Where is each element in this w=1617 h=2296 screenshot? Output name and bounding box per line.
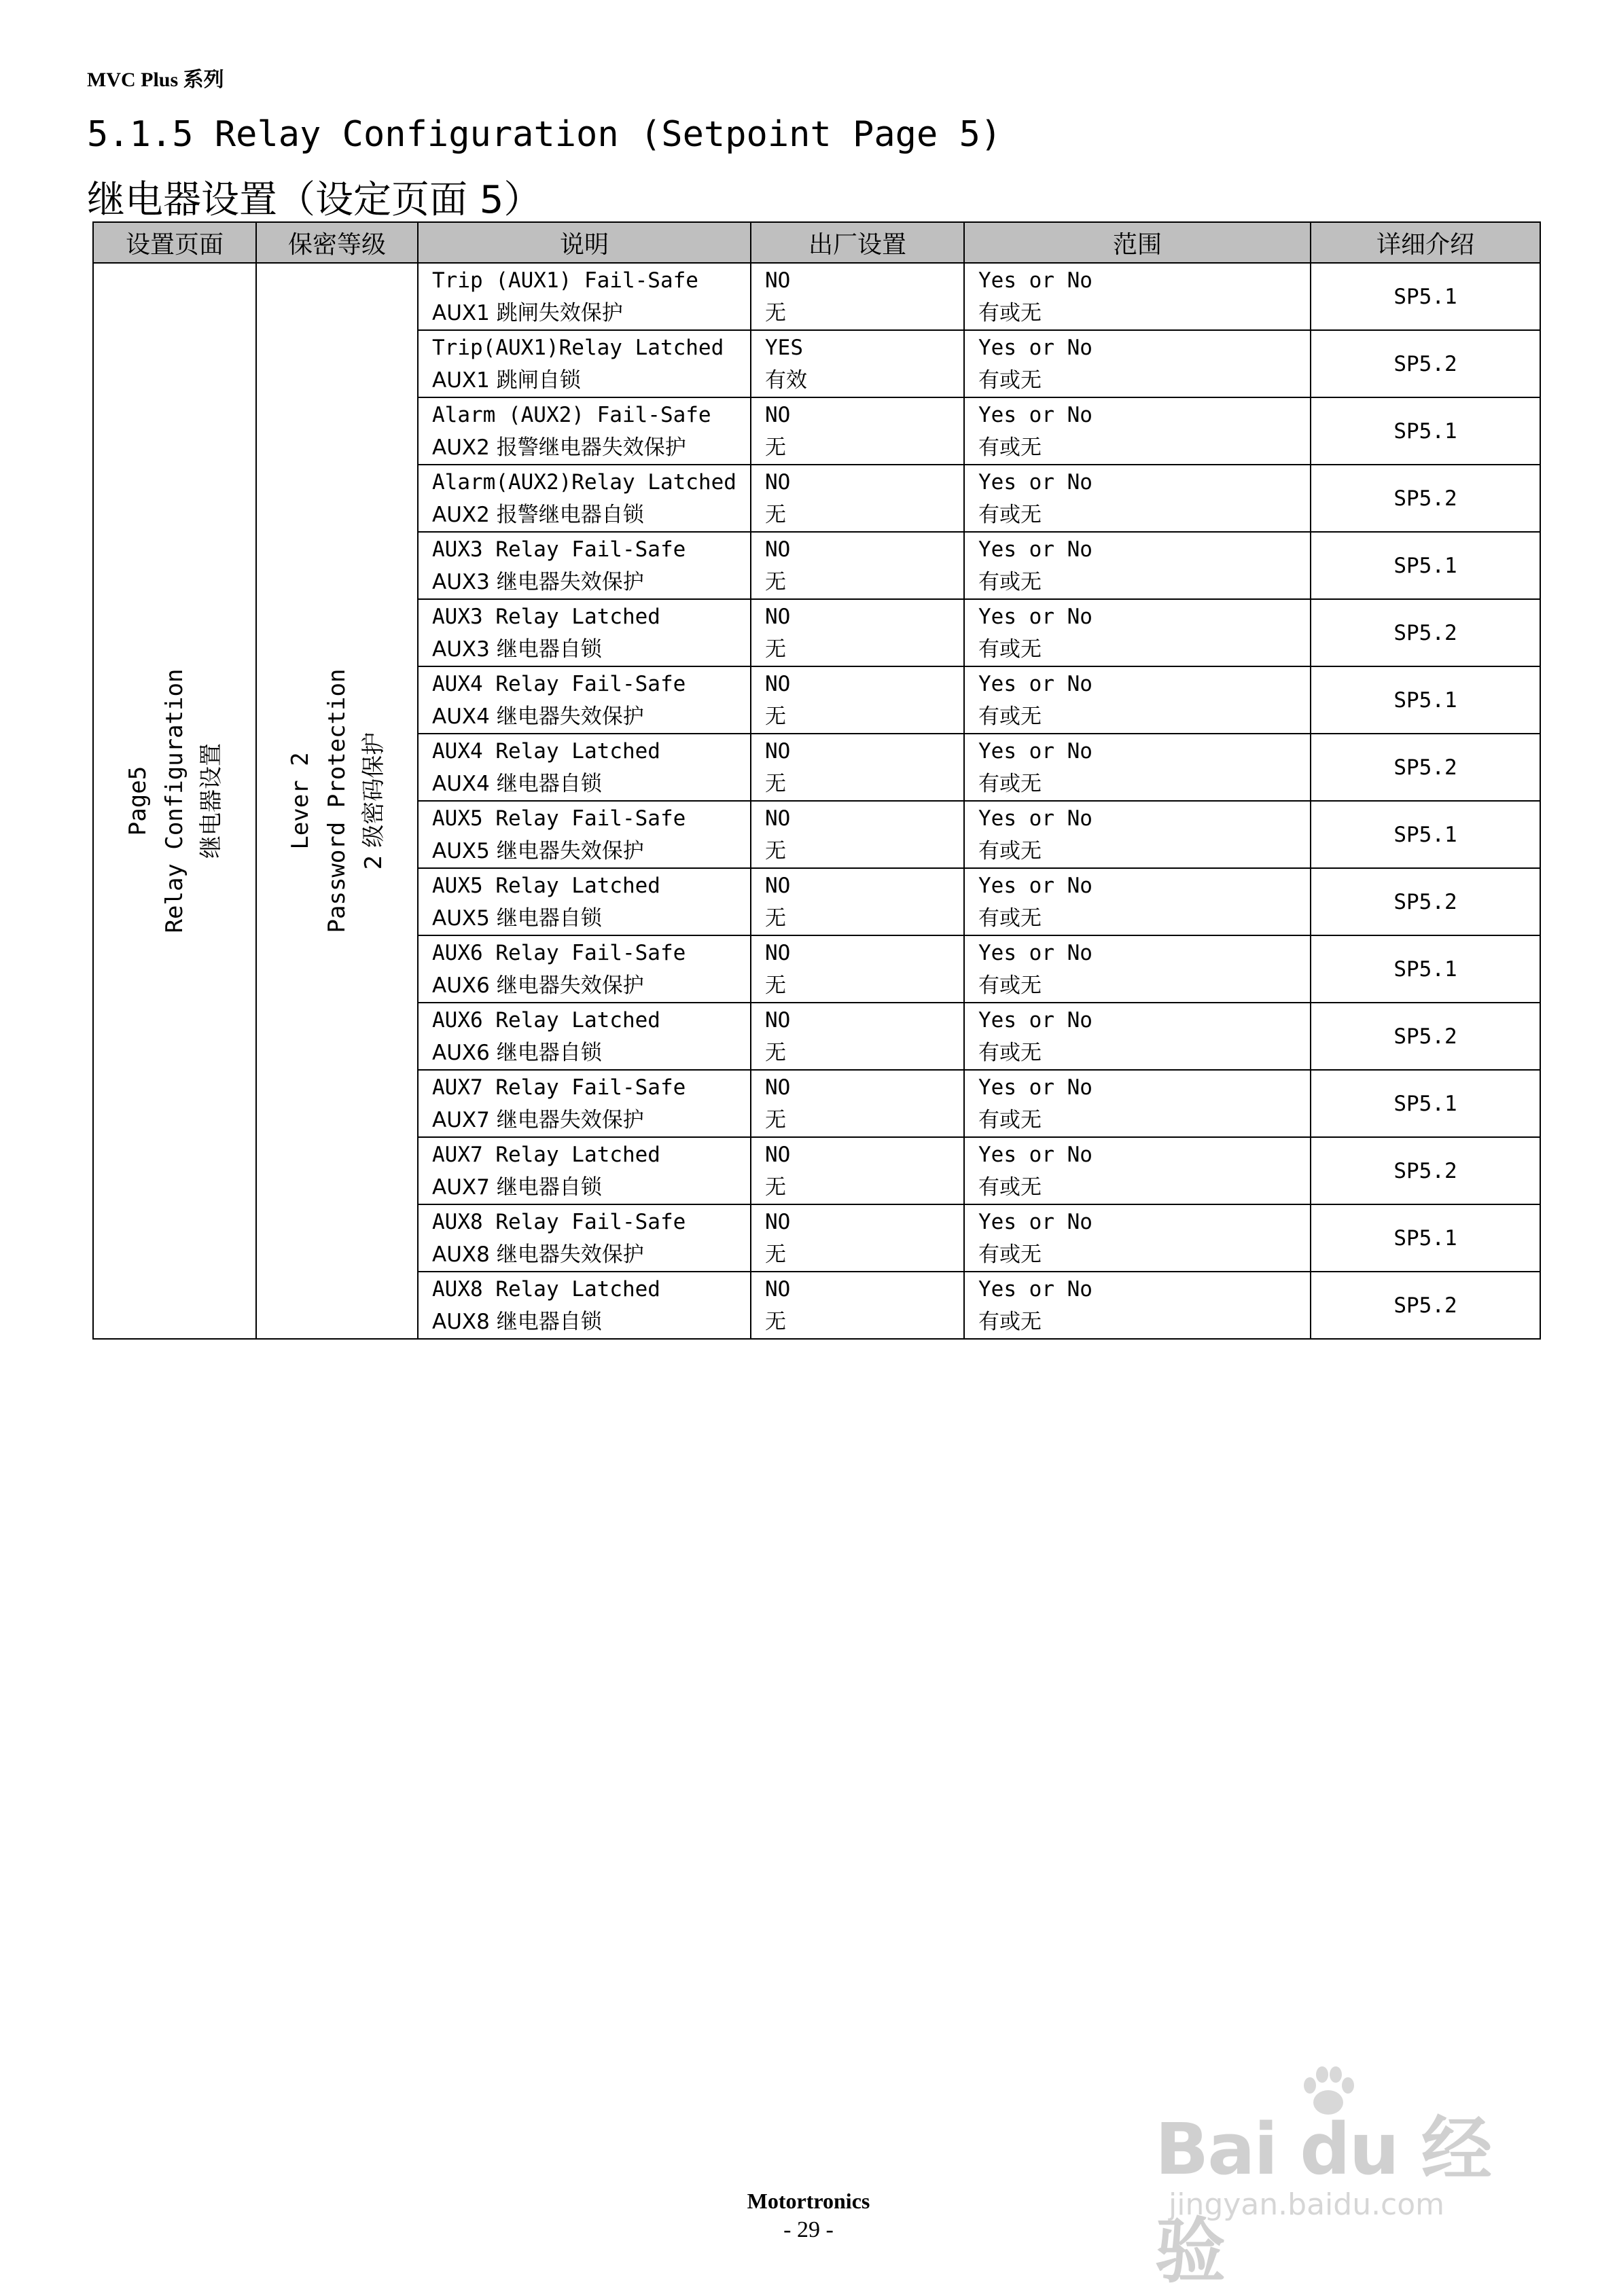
factory-default-cn: 无 <box>765 1107 786 1132</box>
security-level-cell <box>256 263 418 1339</box>
description-cn: AUX5 继电器失效保护 <box>432 838 644 863</box>
range-cn: 有或无 <box>978 905 1042 931</box>
factory-default-cell <box>751 532 964 599</box>
range-cell <box>964 532 1311 599</box>
description-cell <box>418 1137 751 1204</box>
range-cn: 有或无 <box>978 704 1042 729</box>
range-cell <box>964 1003 1311 1070</box>
header-detail: 详细介绍 <box>1311 222 1540 263</box>
description-cell <box>418 599 751 666</box>
range-en: Yes or No <box>978 1209 1092 1234</box>
detail-reference: SP5.1 <box>1311 397 1540 465</box>
description-cn: AUX5 继电器自锁 <box>432 905 602 931</box>
footer-company: Motortronics <box>747 2189 870 2213</box>
range-cn: 有或无 <box>978 1107 1042 1132</box>
range-cn: 有或无 <box>978 300 1042 325</box>
description-cn: AUX6 继电器失效保护 <box>432 973 644 998</box>
range-en: Yes or No <box>978 469 1092 495</box>
description-cn: AUX8 继电器失效保护 <box>432 1242 644 1267</box>
setpoint-page-label <box>120 669 230 933</box>
range-cell <box>964 397 1311 465</box>
description-cell <box>418 1003 751 1070</box>
range-cn: 有或无 <box>978 1242 1042 1267</box>
factory-default-cn: 无 <box>765 771 786 796</box>
description-cn: AUX3 继电器失效保护 <box>432 569 644 594</box>
range-cn: 有或无 <box>978 569 1042 594</box>
description-en: AUX5 Relay Latched <box>432 873 660 898</box>
description-cell <box>418 935 751 1003</box>
security-level-label <box>282 669 392 933</box>
detail-reference: SP5.1 <box>1311 1070 1540 1137</box>
factory-default-en: NO <box>765 940 791 965</box>
description-cn: AUX4 继电器自锁 <box>432 771 602 796</box>
header-setpoint-page: 设置页面 <box>93 222 256 263</box>
detail-reference: SP5.2 <box>1311 465 1540 532</box>
description-cn: AUX4 继电器失效保护 <box>432 704 644 729</box>
description-cell <box>418 801 751 868</box>
header-security-level: 保密等级 <box>256 222 418 263</box>
header-description: 说明 <box>418 222 751 263</box>
factory-default-cn: 无 <box>765 1309 786 1334</box>
detail-reference: SP5.1 <box>1311 1204 1540 1272</box>
description-en: AUX6 Relay Latched <box>432 1007 660 1033</box>
factory-default-en: NO <box>765 1142 791 1167</box>
range-en: Yes or No <box>978 940 1092 965</box>
document-series-header: MVC Plus 系列 <box>87 69 224 91</box>
level-label: Lever 2 <box>287 752 314 850</box>
factory-default-cn: 无 <box>765 838 786 863</box>
range-cell <box>964 868 1311 935</box>
setpoint-page-cell <box>93 263 256 1339</box>
factory-default-en: NO <box>765 268 791 293</box>
section-title-english: 5.1.5 Relay Configuration (Setpoint Page 5) <box>87 114 1002 155</box>
description-en: AUX6 Relay Fail-Safe <box>432 940 686 965</box>
range-en: Yes or No <box>978 1075 1092 1100</box>
factory-default-cell <box>751 599 964 666</box>
range-cell <box>964 801 1311 868</box>
range-en: Yes or No <box>978 335 1092 360</box>
description-en: AUX4 Relay Fail-Safe <box>432 671 686 696</box>
description-cell <box>418 263 751 330</box>
description-cell <box>418 1272 751 1339</box>
factory-default-cn: 无 <box>765 1242 786 1267</box>
range-cn: 有或无 <box>978 1040 1042 1065</box>
section-title-chinese: 继电器设置（设定页面 5） <box>87 178 542 222</box>
range-cn: 有或无 <box>978 435 1042 460</box>
description-cell <box>418 734 751 801</box>
range-cn: 有或无 <box>978 1309 1042 1334</box>
factory-default-cell <box>751 734 964 801</box>
page-name-label: Relay Configuration <box>161 668 188 933</box>
factory-default-en: NO <box>765 469 791 495</box>
factory-default-cn: 无 <box>765 704 786 729</box>
factory-default-cn: 无 <box>765 300 786 325</box>
detail-reference: SP5.2 <box>1311 330 1540 397</box>
factory-default-cell <box>751 263 964 330</box>
factory-default-cell <box>751 666 964 734</box>
description-cn: AUX7 继电器失效保护 <box>432 1107 644 1132</box>
watermark-url: jingyan.baidu.com <box>1169 2187 1445 2222</box>
range-cell <box>964 1204 1311 1272</box>
table-row <box>93 263 1540 330</box>
factory-default-cell <box>751 1204 964 1272</box>
factory-default-en: NO <box>765 537 791 562</box>
description-en: AUX8 Relay Latched <box>432 1276 660 1302</box>
relay-configuration-table <box>92 221 1541 1340</box>
description-cell <box>418 666 751 734</box>
factory-default-en: YES <box>765 335 803 360</box>
range-cn: 有或无 <box>978 771 1042 796</box>
detail-reference: SP5.1 <box>1311 801 1540 868</box>
range-cn: 有或无 <box>978 367 1042 393</box>
factory-default-cell <box>751 1272 964 1339</box>
factory-default-cn: 无 <box>765 973 786 998</box>
description-en: AUX3 Relay Latched <box>432 604 660 629</box>
factory-default-cell <box>751 1070 964 1137</box>
header-range: 范围 <box>964 222 1311 263</box>
description-cell <box>418 465 751 532</box>
detail-reference: SP5.2 <box>1311 1272 1540 1339</box>
factory-default-cell <box>751 465 964 532</box>
description-en: Trip (AUX1) Fail-Safe <box>432 268 698 293</box>
description-en: Alarm(AUX2)Relay Latched <box>432 469 736 495</box>
description-en: Trip(AUX1)Relay Latched <box>432 335 724 360</box>
description-cn: AUX7 继电器自锁 <box>432 1174 602 1200</box>
factory-default-en: NO <box>765 604 791 629</box>
detail-reference: SP5.1 <box>1311 666 1540 734</box>
description-cell <box>418 1204 751 1272</box>
factory-default-cell <box>751 1003 964 1070</box>
range-cn: 有或无 <box>978 1174 1042 1200</box>
description-en: AUX7 Relay Latched <box>432 1142 660 1167</box>
range-en: Yes or No <box>978 604 1092 629</box>
detail-reference: SP5.2 <box>1311 1003 1540 1070</box>
factory-default-cn: 无 <box>765 502 786 527</box>
factory-default-en: NO <box>765 1075 791 1100</box>
range-cell <box>964 734 1311 801</box>
range-cell <box>964 935 1311 1003</box>
description-cn: AUX6 继电器自锁 <box>432 1040 602 1065</box>
range-cell <box>964 666 1311 734</box>
factory-default-cn: 无 <box>765 1174 786 1200</box>
factory-default-en: NO <box>765 738 791 764</box>
factory-default-cell <box>751 397 964 465</box>
factory-default-cell <box>751 330 964 397</box>
factory-default-en: NO <box>765 1209 791 1234</box>
description-en: AUX5 Relay Fail-Safe <box>432 806 686 831</box>
factory-default-cell <box>751 868 964 935</box>
range-cell <box>964 1070 1311 1137</box>
page-name-cn-label: 继电器设置 <box>198 743 225 859</box>
range-en: Yes or No <box>978 1007 1092 1033</box>
range-en: Yes or No <box>978 738 1092 764</box>
description-en: AUX3 Relay Fail-Safe <box>432 537 686 562</box>
description-en: AUX4 Relay Latched <box>432 738 660 764</box>
factory-default-en: NO <box>765 873 791 898</box>
factory-default-cell <box>751 935 964 1003</box>
description-cn: AUX8 继电器自锁 <box>432 1309 602 1334</box>
page-number-label: Page5 <box>124 766 152 836</box>
factory-default-en: NO <box>765 402 791 427</box>
description-cell <box>418 397 751 465</box>
range-en: Yes or No <box>978 806 1092 831</box>
detail-reference: SP5.1 <box>1311 263 1540 330</box>
range-en: Yes or No <box>978 873 1092 898</box>
factory-default-cn: 无 <box>765 905 786 931</box>
factory-default-cell <box>751 801 964 868</box>
range-cell <box>964 465 1311 532</box>
description-cn: AUX1 跳闸失效保护 <box>432 300 623 325</box>
detail-reference: SP5.1 <box>1311 532 1540 599</box>
range-en: Yes or No <box>978 1142 1092 1167</box>
range-cn: 有或无 <box>978 502 1042 527</box>
range-en: Yes or No <box>978 268 1092 293</box>
page-number: - 29 - <box>783 2217 834 2242</box>
watermark-logo: Bai du 经验 <box>1155 2108 1491 2293</box>
description-cn: AUX3 继电器自锁 <box>432 636 602 662</box>
description-en: Alarm (AUX2) Fail-Safe <box>432 402 711 427</box>
password-label: Password Protection <box>323 668 351 933</box>
detail-reference: SP5.2 <box>1311 868 1540 935</box>
factory-default-cn: 无 <box>765 569 786 594</box>
range-en: Yes or No <box>978 537 1092 562</box>
factory-default-cn: 无 <box>765 1040 786 1065</box>
range-cell <box>964 599 1311 666</box>
factory-default-en: NO <box>765 671 791 696</box>
factory-default-cn: 无 <box>765 636 786 662</box>
description-en: AUX7 Relay Fail-Safe <box>432 1075 686 1100</box>
factory-default-en: NO <box>765 1007 791 1033</box>
detail-reference: SP5.1 <box>1311 935 1540 1003</box>
range-cn: 有或无 <box>978 973 1042 998</box>
description-cell <box>418 868 751 935</box>
description-en: AUX8 Relay Fail-Safe <box>432 1209 686 1234</box>
description-cell <box>418 1070 751 1137</box>
range-cell <box>964 1137 1311 1204</box>
range-en: Yes or No <box>978 671 1092 696</box>
factory-default-en: NO <box>765 1276 791 1302</box>
factory-default-cn: 有效 <box>765 367 807 393</box>
factory-default-cell <box>751 1137 964 1204</box>
range-cell <box>964 263 1311 330</box>
range-en: Yes or No <box>978 402 1092 427</box>
description-cn: AUX2 报警继电器自锁 <box>432 502 644 527</box>
password-cn-label: 2 级密码保护 <box>360 732 387 870</box>
header-factory-default: 出厂设置 <box>751 222 964 263</box>
description-cell <box>418 532 751 599</box>
detail-reference: SP5.2 <box>1311 599 1540 666</box>
range-cn: 有或无 <box>978 636 1042 662</box>
range-cell <box>964 330 1311 397</box>
description-cn: AUX2 报警继电器失效保护 <box>432 435 686 460</box>
factory-default-en: NO <box>765 806 791 831</box>
range-en: Yes or No <box>978 1276 1092 1302</box>
range-cell <box>964 1272 1311 1339</box>
factory-default-cn: 无 <box>765 435 786 460</box>
detail-reference: SP5.2 <box>1311 1137 1540 1204</box>
detail-reference: SP5.2 <box>1311 734 1540 801</box>
description-cell <box>418 330 751 397</box>
range-cn: 有或无 <box>978 838 1042 863</box>
table-header-row <box>93 222 1540 263</box>
description-cn: AUX1 跳闸自锁 <box>432 367 581 393</box>
